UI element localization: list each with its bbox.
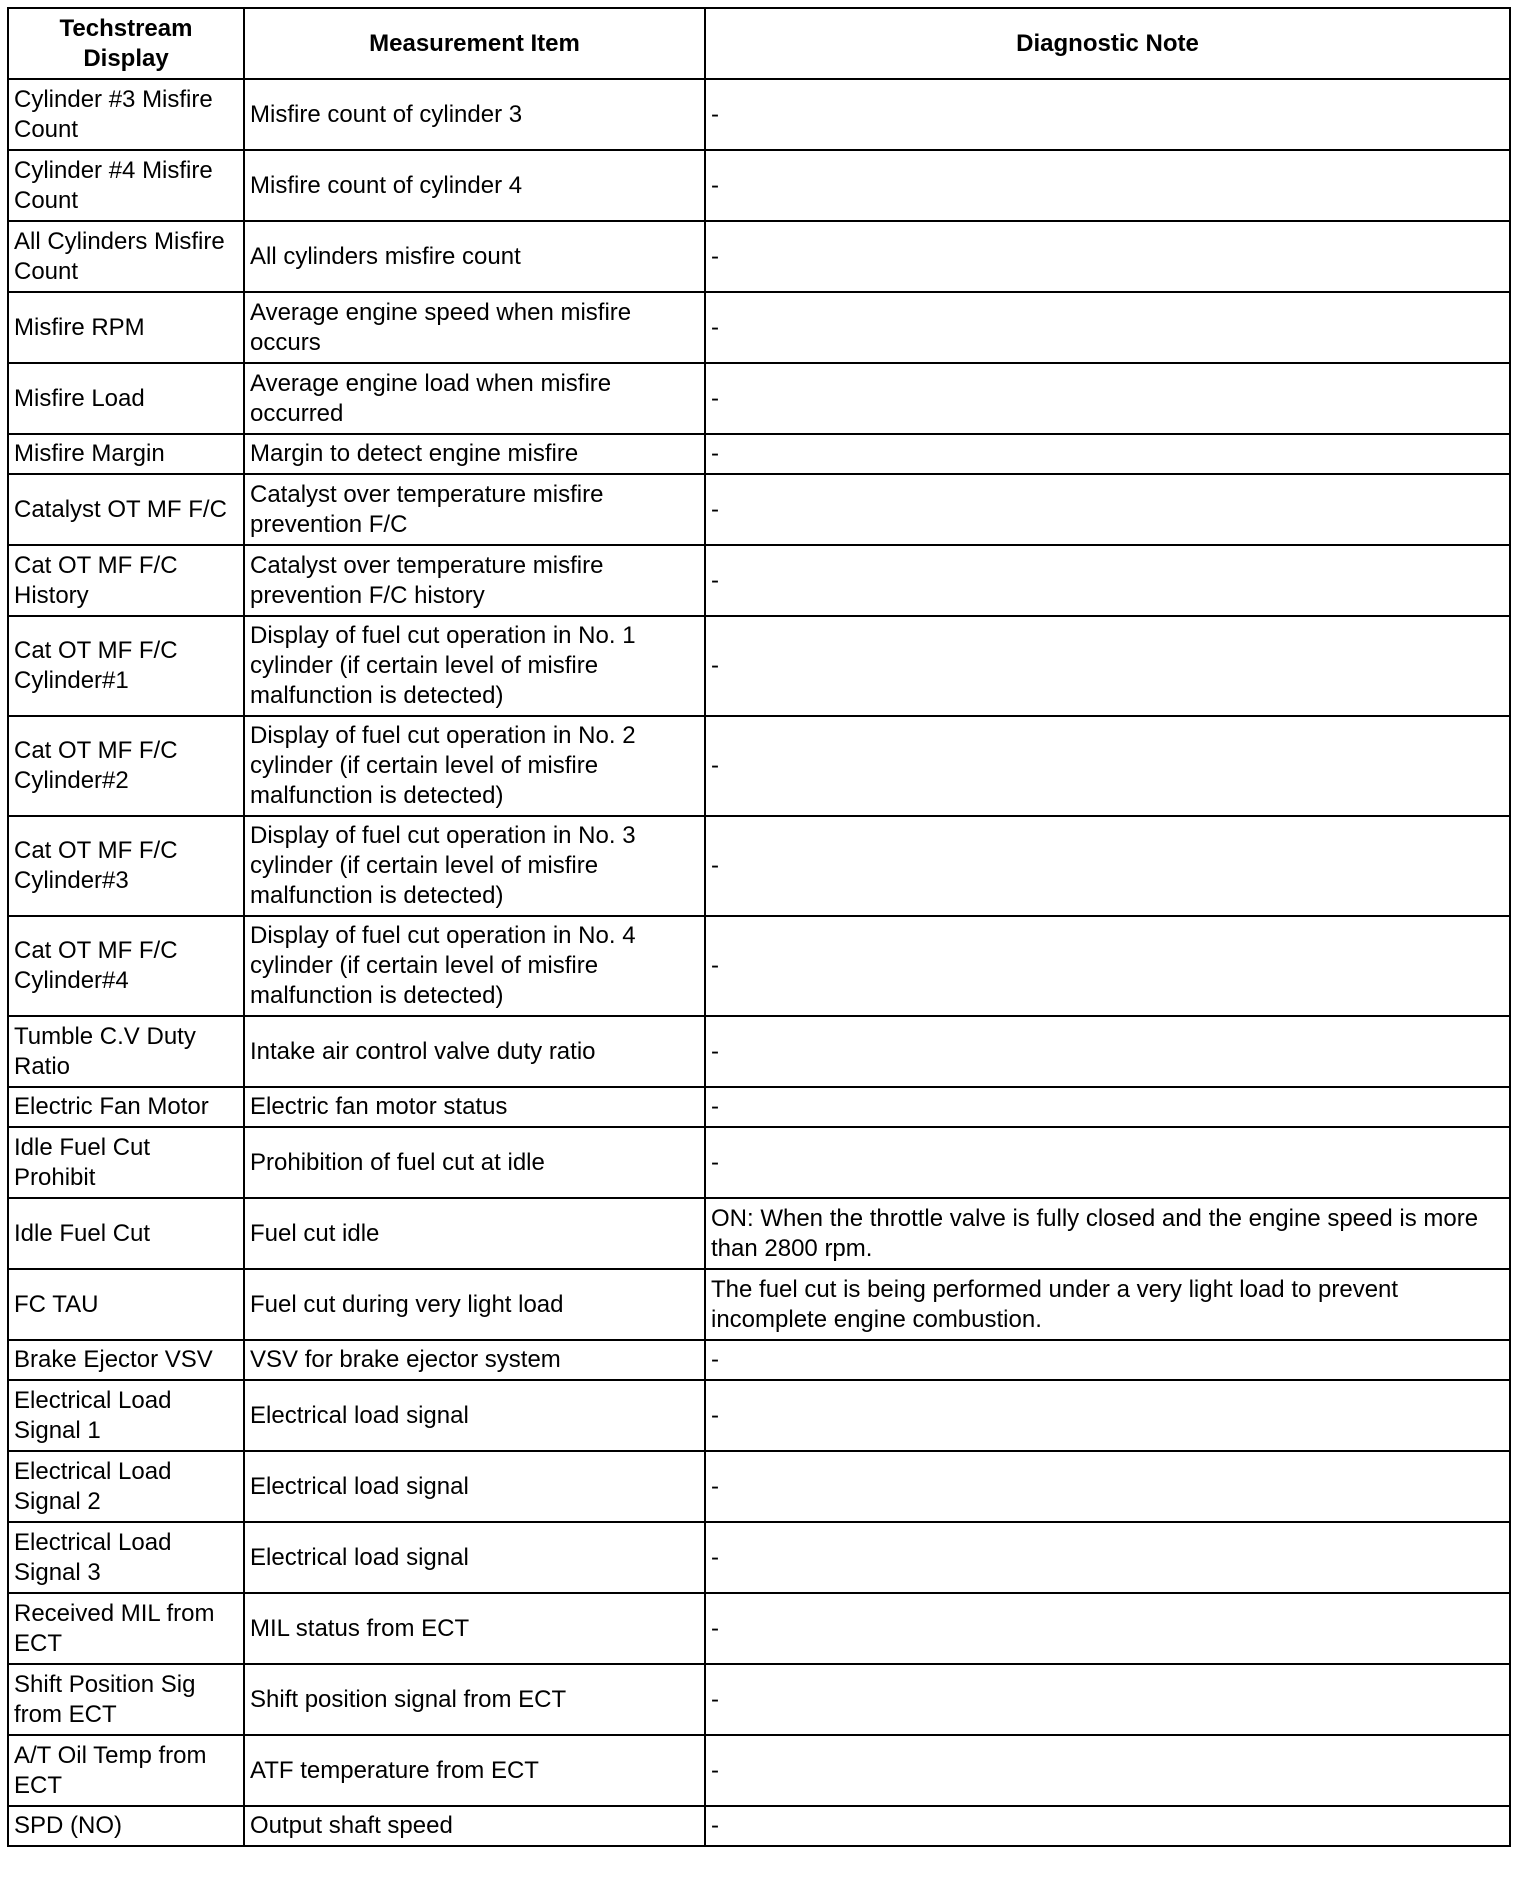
cell-note: - — [705, 434, 1510, 474]
cell-note: - — [705, 1735, 1510, 1806]
cell-note: - — [705, 292, 1510, 363]
cell-item: ATF temperature from ECT — [244, 1735, 705, 1806]
table-row — [8, 616, 1510, 716]
cell-note: - — [705, 1087, 1510, 1127]
cell-display: Electric Fan Motor — [8, 1087, 244, 1127]
cell-display: Idle Fuel Cut Prohibit — [8, 1127, 244, 1198]
cell-item: Display of fuel cut operation in No. 1 cylinder (if certain level of misfire malfunction is detected) — [244, 616, 705, 716]
cell-item: Margin to detect engine misfire — [244, 434, 705, 474]
cell-item: Misfire count of cylinder 3 — [244, 79, 705, 150]
cell-note: - — [705, 1016, 1510, 1087]
cell-display: Catalyst OT MF F/C — [8, 474, 244, 545]
table-row — [8, 1451, 1510, 1522]
cell-display: Cylinder #4 Misfire Count — [8, 150, 244, 221]
cell-item: Fuel cut idle — [244, 1198, 705, 1269]
cell-item: All cylinders misfire count — [244, 221, 705, 292]
cell-note: - — [705, 616, 1510, 716]
cell-item: Shift position signal from ECT — [244, 1664, 705, 1735]
table-row — [8, 1806, 1510, 1846]
cell-display: Cat OT MF F/C Cylinder#1 — [8, 616, 244, 716]
table-row — [8, 1016, 1510, 1087]
cell-display: Electrical Load Signal 3 — [8, 1522, 244, 1593]
cell-display: SPD (NO) — [8, 1806, 244, 1846]
cell-display: Idle Fuel Cut — [8, 1198, 244, 1269]
cell-note: ON: When the throttle valve is fully closed and the engine speed is more than 2800 rpm. — [705, 1198, 1510, 1269]
cell-display: Cat OT MF F/C Cylinder#4 — [8, 916, 244, 1016]
cell-item: Display of fuel cut operation in No. 4 cylinder (if certain level of misfire malfunction is detected) — [244, 916, 705, 1016]
cell-display: FC TAU — [8, 1269, 244, 1340]
cell-item: Display of fuel cut operation in No. 2 cylinder (if certain level of misfire malfunction is detected) — [244, 716, 705, 816]
cell-note: - — [705, 916, 1510, 1016]
cell-item: Output shaft speed — [244, 1806, 705, 1846]
header-measurement-item: Measurement Item — [244, 8, 705, 79]
table-row — [8, 916, 1510, 1016]
cell-item: Prohibition of fuel cut at idle — [244, 1127, 705, 1198]
cell-display: Cat OT MF F/C Cylinder#3 — [8, 816, 244, 916]
cell-display: Misfire Load — [8, 363, 244, 434]
table-row — [8, 1127, 1510, 1198]
table-row — [8, 1664, 1510, 1735]
cell-note: - — [705, 363, 1510, 434]
table-row — [8, 545, 1510, 616]
cell-display: Tumble C.V Duty Ratio — [8, 1016, 244, 1087]
cell-display: Misfire RPM — [8, 292, 244, 363]
table-row — [8, 1198, 1510, 1269]
cell-item: Electrical load signal — [244, 1451, 705, 1522]
table-row — [8, 150, 1510, 221]
cell-note: - — [705, 1522, 1510, 1593]
cell-note: - — [705, 816, 1510, 916]
table-row — [8, 1340, 1510, 1380]
table-row — [8, 1087, 1510, 1127]
cell-item: MIL status from ECT — [244, 1593, 705, 1664]
cell-note: - — [705, 221, 1510, 292]
cell-item: Fuel cut during very light load — [244, 1269, 705, 1340]
cell-note: - — [705, 1664, 1510, 1735]
cell-item: Average engine speed when misfire occurs — [244, 292, 705, 363]
cell-display: Received MIL from ECT — [8, 1593, 244, 1664]
table-row — [8, 1735, 1510, 1806]
cell-note: - — [705, 150, 1510, 221]
header-techstream-display: Techstream Display — [8, 8, 244, 79]
cell-display: Shift Position Sig from ECT — [8, 1664, 244, 1735]
cell-display: Electrical Load Signal 2 — [8, 1451, 244, 1522]
cell-item: Display of fuel cut operation in No. 3 cylinder (if certain level of misfire malfunction is detected) — [244, 816, 705, 916]
table-row — [8, 1593, 1510, 1664]
cell-item: Electrical load signal — [244, 1522, 705, 1593]
table-row — [8, 1380, 1510, 1451]
cell-item: Intake air control valve duty ratio — [244, 1016, 705, 1087]
cell-display: All Cylinders Misfire Count — [8, 221, 244, 292]
cell-note: - — [705, 474, 1510, 545]
table-row — [8, 816, 1510, 916]
cell-note: - — [705, 79, 1510, 150]
cell-note: - — [705, 1340, 1510, 1380]
diagnostic-data-table — [7, 7, 1511, 1847]
cell-note: - — [705, 1380, 1510, 1451]
table-row — [8, 716, 1510, 816]
table-row — [8, 1269, 1510, 1340]
cell-note: - — [705, 1806, 1510, 1846]
table-row — [8, 292, 1510, 363]
cell-note: - — [705, 716, 1510, 816]
cell-note: - — [705, 1451, 1510, 1522]
table-row — [8, 221, 1510, 292]
cell-display: Cat OT MF F/C History — [8, 545, 244, 616]
cell-display: Cylinder #3 Misfire Count — [8, 79, 244, 150]
header-diagnostic-note: Diagnostic Note — [705, 8, 1510, 79]
cell-display: Electrical Load Signal 1 — [8, 1380, 244, 1451]
table-header-row — [8, 8, 1510, 79]
cell-item: VSV for brake ejector system — [244, 1340, 705, 1380]
table-row — [8, 434, 1510, 474]
table-row — [8, 79, 1510, 150]
cell-item: Average engine load when misfire occurred — [244, 363, 705, 434]
cell-display: Brake Ejector VSV — [8, 1340, 244, 1380]
cell-item: Electrical load signal — [244, 1380, 705, 1451]
table-row — [8, 1522, 1510, 1593]
cell-display: Cat OT MF F/C Cylinder#2 — [8, 716, 244, 816]
cell-item: Catalyst over temperature misfire prevention F/C — [244, 474, 705, 545]
cell-item: Catalyst over temperature misfire prevention F/C history — [244, 545, 705, 616]
cell-note: - — [705, 1593, 1510, 1664]
cell-note: The fuel cut is being performed under a very light load to prevent incomplete engine combustion. — [705, 1269, 1510, 1340]
table-row — [8, 363, 1510, 434]
cell-note: - — [705, 545, 1510, 616]
cell-display: A/T Oil Temp from ECT — [8, 1735, 244, 1806]
cell-note: - — [705, 1127, 1510, 1198]
cell-display: Misfire Margin — [8, 434, 244, 474]
table-row — [8, 474, 1510, 545]
cell-item: Electric fan motor status — [244, 1087, 705, 1127]
cell-item: Misfire count of cylinder 4 — [244, 150, 705, 221]
